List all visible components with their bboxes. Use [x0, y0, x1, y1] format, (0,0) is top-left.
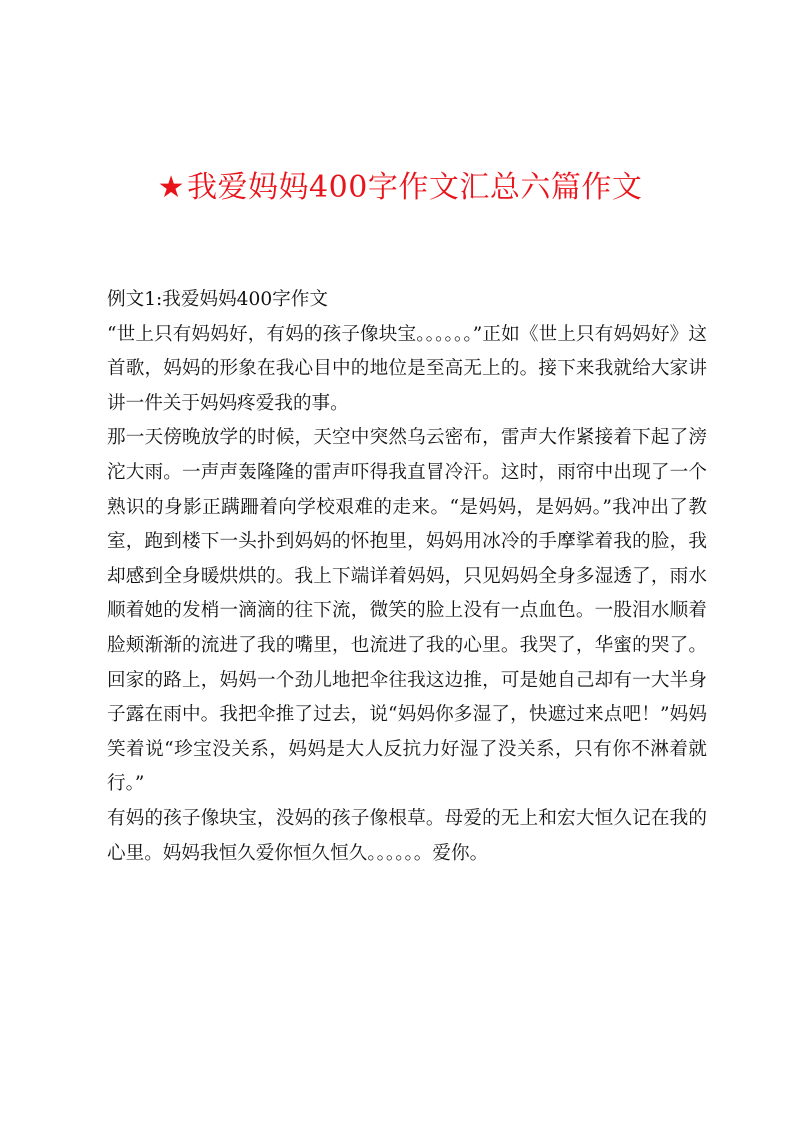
document-title	[0, 166, 800, 210]
star-icon: ★	[157, 170, 186, 205]
example-subheading: 例文1:我爱妈妈400字作文	[107, 289, 328, 310]
paragraph: “世上只有妈妈好，有妈的孩子像块宝。。。。。。”正如《世上只有妈妈好》这首歌，妈妈的形象在我心目中的地位是至高无上的。接下来我就给大家讲讲一件关于妈妈疼爱我的事。	[107, 323, 707, 414]
document-title-text: 我爱妈妈400字作文汇总六篇作文	[187, 170, 643, 205]
document-body	[107, 283, 707, 871]
paragraph: 有妈的孩子像块宝，没妈的孩子像根草。母爱的无上和宏大恒久记在我的心里。妈妈我恒久爱你恒久恒久。。。。。。爱你。	[107, 807, 707, 864]
paragraph: 那一天傍晚放学的时候，天空中突然乌云密布，雷声大作紧接着下起了滂沱大雨。一声声轰隆隆的雷声吓得我直冒冷汗。这时，雨帘中出现了一个熟识的身影正蹒跚着向学校艰难的走来。“是妈妈，是妈妈。”我冲出了教室，跑到楼下一头扑到妈妈的怀抱里，妈妈用冰冷的手摩挲着我的脸，我却感到全身暖烘烘的。我上下端详着妈妈，只见妈妈全身多湿透了，雨水顺着她的发梢一滴滴的往下流，微笑的脸上没有一点血色。一股泪水顺着脸颊渐渐的流进了我的嘴里，也流进了我的心里。我哭了，华蜜的哭了。回家的路上，妈妈一个劲儿地把伞往我这边推，可是她自己却有一大半身子露在雨中。我把伞推了过去，说“妈妈你多湿了，快遮过来点吧！”妈妈笑着说“珍宝没关系，妈妈是大人反抗力好湿了没关系，只有你不淋着就行。”	[107, 427, 707, 795]
